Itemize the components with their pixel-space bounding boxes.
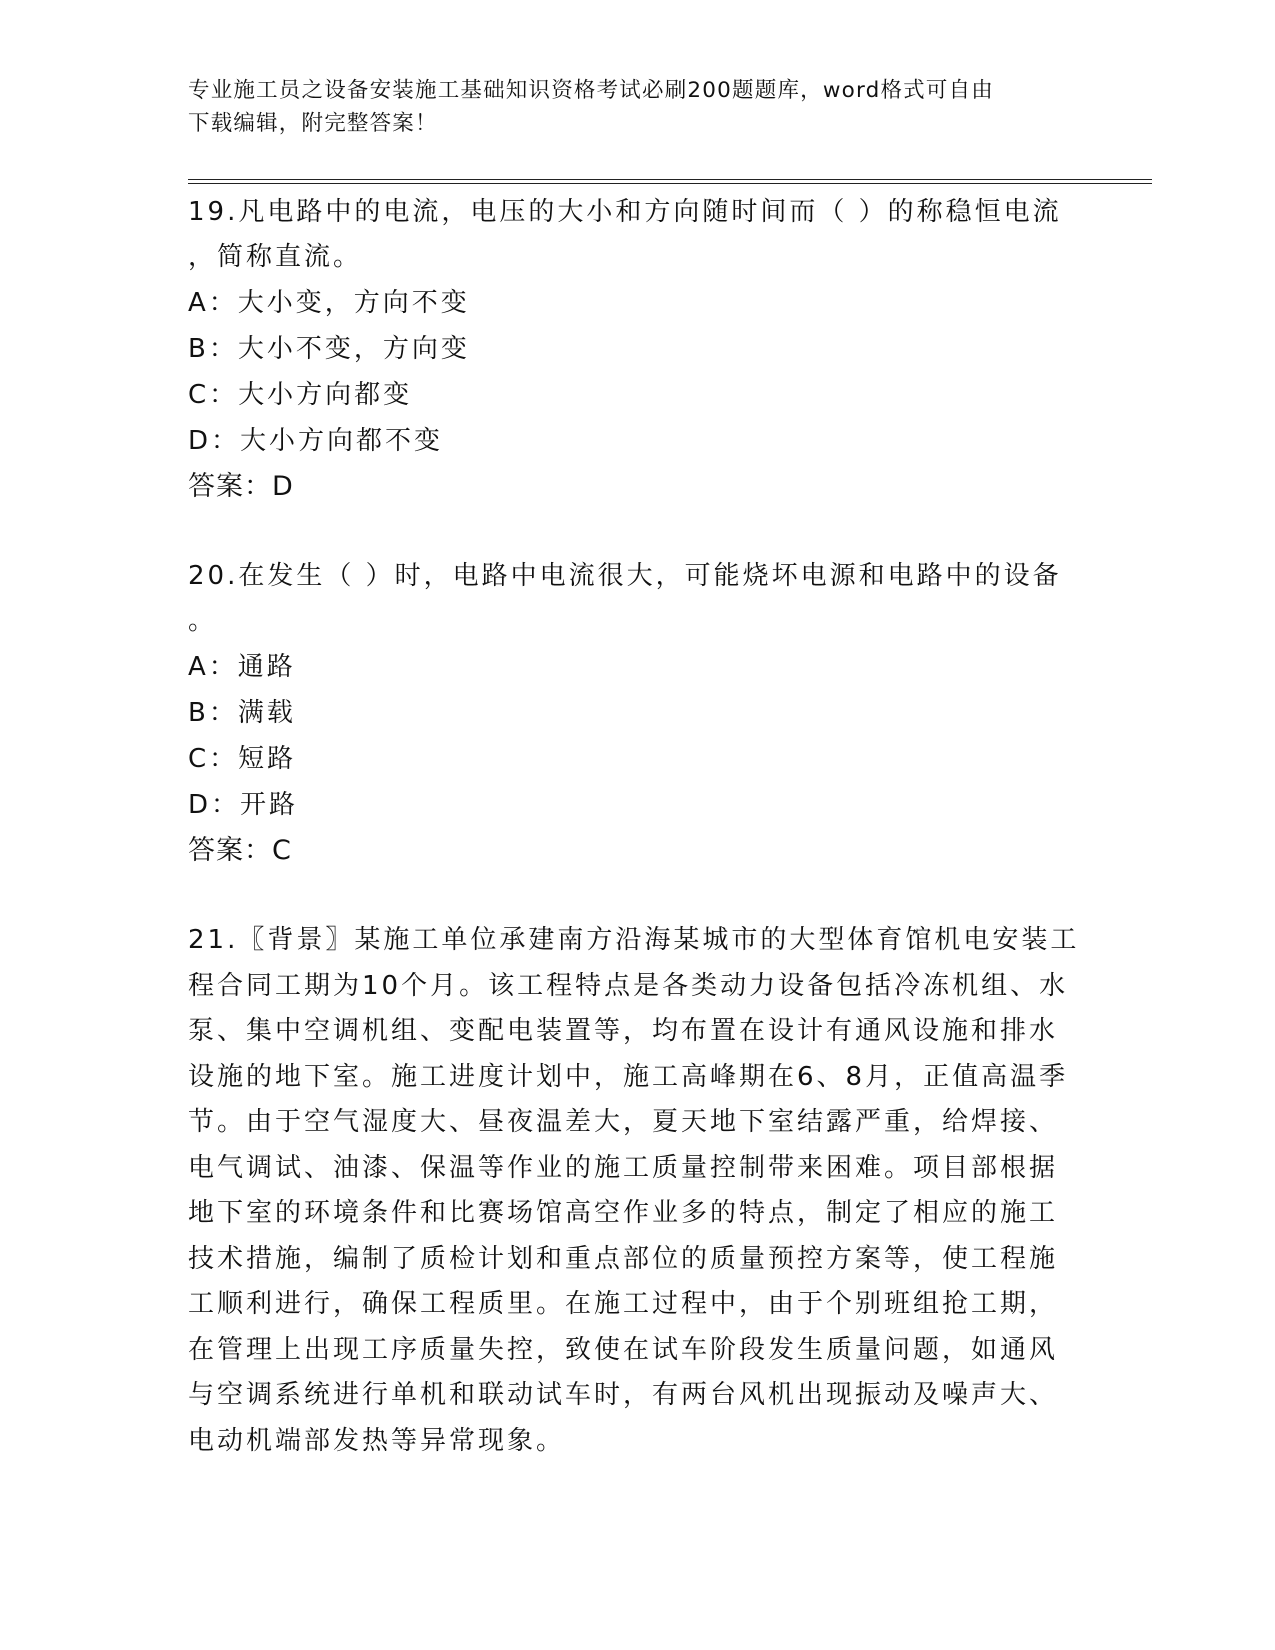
- question-19-option-b: B：大小不变，方向变: [188, 334, 470, 364]
- header-divider-top: [188, 179, 1152, 180]
- question-19-option-c: C：大小方向都变: [188, 380, 413, 410]
- question-21-line-9: 工顺利进行，确保工程质里。在施工过程中，由于个别班组抢工期，: [188, 1289, 1059, 1319]
- question-21-line-11: 与空调系统进行单机和联动试车时，有两台风机出现振动及噪声大、: [188, 1380, 1059, 1410]
- question-21-line-10: 在管理上出现工序质量失控，致使在试车阶段发生质量问题，如通风: [188, 1334, 1059, 1365]
- question-21-line-1: 21.〖背景〗某施工单位承建南方沿海某城市的大型体育馆机电安装工: [188, 925, 1080, 955]
- question-19-line-2: ，简称直流。: [188, 242, 363, 272]
- question-21-line-5: 节。由于空气湿度大、昼夜温差大，夏天地下室结露严重，给焊接、: [188, 1107, 1059, 1137]
- question-21-line-12: 电动机端部发热等异常现象。: [188, 1425, 566, 1456]
- question-20-option-b: B：满载: [188, 698, 296, 728]
- document-header: [188, 74, 1068, 140]
- header-line-2: 下载编辑，附完整答案！: [188, 111, 438, 136]
- question-21-line-4: 设施的地下室。施工进度计划中，施工高峰期在6、8月，正值高温季: [188, 1061, 1069, 1092]
- question-20-option-a: A：通路: [188, 652, 296, 682]
- question-19-answer: 答案：D: [188, 471, 294, 502]
- question-20-option-d: D：开路: [188, 790, 299, 820]
- question-21-line-6: 电气调试、油漆、保温等作业的施工质量控制带来困难。项目部根据: [188, 1152, 1059, 1183]
- question-21: [188, 918, 1088, 1464]
- question-20-answer: 答案：C: [188, 835, 292, 866]
- header-line-1: 专业施工员之设备安装施工基础知识资格考试必刷200题题库，word格式可自由: [188, 78, 994, 103]
- question-21-line-7: 地下室的环境条件和比赛场馆高空作业多的特点，制定了相应的施工: [188, 1198, 1059, 1228]
- question-21-line-8: 技术措施，编制了质检计划和重点部位的质量预控方案等，使工程施: [188, 1243, 1059, 1274]
- question-19-option-a: A：大小变，方向不变: [188, 288, 470, 318]
- question-20-line-1: 20.在发生（ ）时，电路中电流很大，可能烧坏电源和电路中的设备: [188, 561, 1062, 591]
- question-21-line-2: 程合同工期为10个月。该工程特点是各类动力设备包括冷冻机组、水: [188, 970, 1069, 1001]
- question-20-line-2: 。: [188, 606, 218, 636]
- question-19-line-1: 19.凡电路中的电流，电压的大小和方向随时间而（ ）的称稳恒电流: [188, 197, 1062, 227]
- question-20: [188, 554, 1088, 874]
- question-19-option-d: D：大小方向都不变: [188, 426, 444, 456]
- question-21-line-3: 泵、集中空调机组、变配电装置等，均布置在设计有通风设施和排水: [188, 1016, 1059, 1046]
- document-content: [188, 190, 1088, 1508]
- question-19: [188, 190, 1088, 510]
- question-20-option-c: C：短路: [188, 744, 297, 774]
- header-divider-bottom: [188, 183, 1152, 184]
